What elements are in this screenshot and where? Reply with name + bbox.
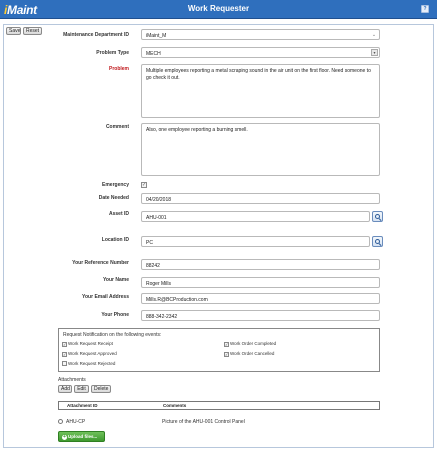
plus-icon: + — [63, 434, 66, 440]
problem-type-label: Problem Type — [96, 50, 129, 56]
comment-textarea[interactable]: Also, one employee reporting a burning smell. — [141, 123, 380, 176]
email-label: Your Email Address — [82, 294, 129, 300]
problem-label: Problem — [108, 66, 129, 72]
attachment-row-radio[interactable] — [58, 419, 63, 424]
problem-type-value: MECH — [146, 51, 161, 57]
column-comments[interactable]: Comments — [163, 403, 187, 408]
edit-attachment-button[interactable]: Edit — [74, 385, 89, 393]
dropdown-arrow-icon[interactable]: ▾ — [371, 49, 378, 56]
attachments-table-header — [58, 401, 380, 410]
emergency-checkbox[interactable]: ✓ — [142, 182, 147, 188]
name-label: Your Name — [102, 277, 129, 283]
save-button[interactable]: Save — [6, 27, 21, 35]
help-icon[interactable]: ? — [421, 5, 429, 13]
reset-button[interactable]: Reset — [23, 27, 42, 35]
dept-select[interactable] — [141, 29, 380, 40]
asset-input[interactable]: AHU-001 — [141, 211, 370, 222]
phone-input[interactable]: 888-342-2342 — [141, 310, 380, 321]
logo-text: Maint — [7, 3, 37, 17]
reference-label: Your Reference Number — [72, 260, 129, 266]
notification-title: Request Notification on the following events: — [63, 332, 162, 338]
reference-input[interactable]: 88242 — [141, 259, 380, 270]
chevron-down-icon: ⌄ — [371, 32, 377, 38]
notify-order-cancelled[interactable]: ✓ Work Order Cancelled — [225, 351, 275, 357]
date-needed-input[interactable]: 04/20/2018 — [141, 193, 380, 204]
notify-request-approved[interactable]: ✓ Work Request Approved — [63, 351, 117, 357]
notify-request-receipt[interactable]: ✓ Work Request Receipt — [63, 341, 113, 347]
imaint-logo: iMaint — [4, 3, 37, 17]
upload-label: Upload files... — [68, 434, 98, 439]
date-needed-label: Date Needed — [98, 195, 129, 201]
checkbox-checked[interactable]: ✓ — [225, 352, 229, 357]
checkbox-unchecked[interactable] — [62, 361, 67, 366]
checkbox-checked[interactable]: ✓ — [63, 342, 67, 347]
attachment-comment-cell: Picture of the AHU-001 Control Panel — [162, 419, 245, 425]
location-search-button[interactable] — [372, 236, 383, 247]
asset-search-button[interactable] — [372, 211, 383, 222]
attachments-title: Attachments — [58, 377, 86, 383]
dept-label: Maintenance Department ID — [63, 32, 129, 38]
problem-textarea[interactable]: Multiple employees reporting a metal scraping sound in the air unit on the first floor. Need someone to go check it out. — [141, 64, 380, 118]
checkbox-checked[interactable]: ✓ — [225, 342, 229, 347]
problem-type-select[interactable] — [141, 47, 380, 58]
comment-label: Comment — [105, 124, 129, 130]
location-input[interactable]: PC — [141, 236, 370, 247]
add-attachment-button[interactable]: Add — [58, 385, 72, 393]
emergency-label: Emergency — [102, 182, 129, 188]
name-input[interactable]: Roger Mills — [141, 277, 380, 288]
notify-request-rejected[interactable]: Work Request Rejected — [62, 361, 115, 366]
dept-value: iMaint_M — [146, 33, 167, 39]
page-title: Work Requester — [187, 4, 250, 13]
notification-panel — [58, 328, 380, 372]
asset-label: Asset ID — [108, 211, 129, 217]
app-header — [0, 0, 437, 19]
delete-attachment-button[interactable]: Delete — [91, 385, 111, 393]
notify-order-completed[interactable]: ✓ Work Order Completed — [225, 341, 277, 347]
column-attachment-id[interactable]: Attachment ID — [67, 403, 98, 408]
phone-label: Your Phone — [101, 312, 129, 318]
upload-files-button[interactable] — [58, 431, 105, 442]
location-label: Location ID — [101, 237, 129, 243]
email-input[interactable]: Mills.R@BCProduction.com — [141, 293, 380, 304]
checkbox-checked[interactable]: ✓ — [63, 352, 67, 357]
attachment-id-cell: AHU-CP — [66, 419, 86, 425]
